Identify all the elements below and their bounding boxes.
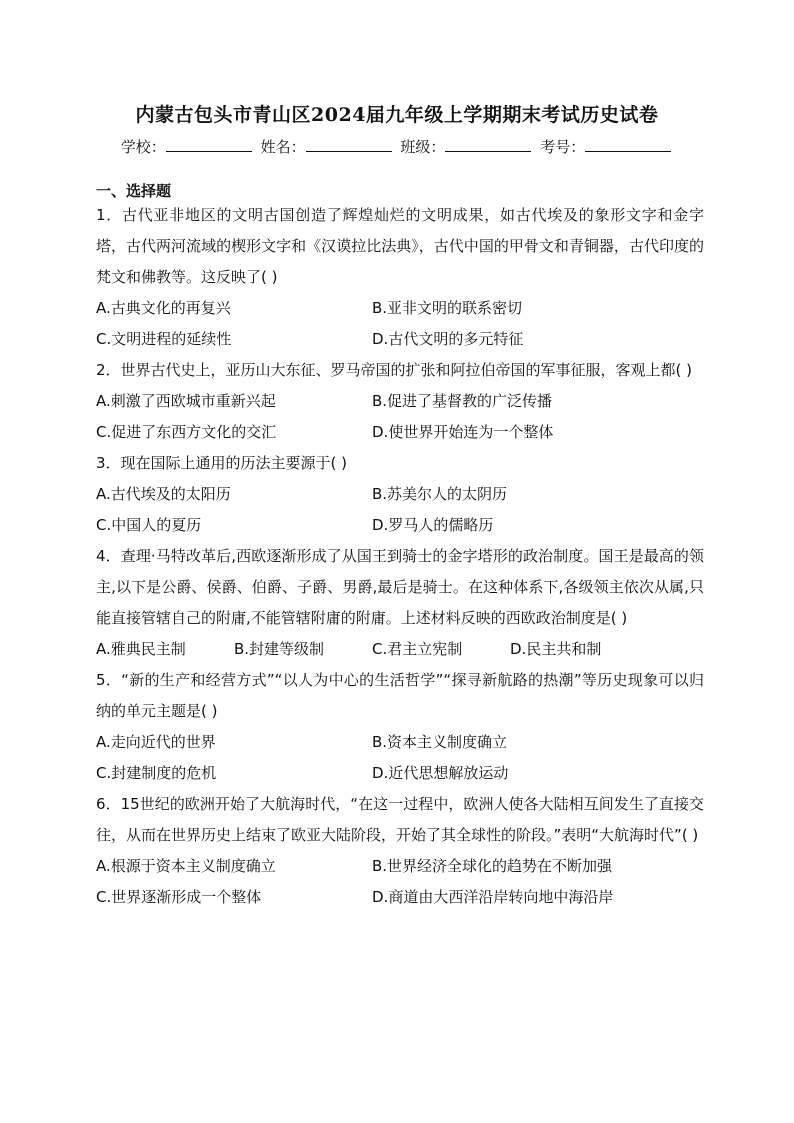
class-field xyxy=(400,136,533,157)
option-c: C.中国人的夏历 xyxy=(96,516,202,534)
class-label: 班级： xyxy=(400,138,446,156)
exam-number-blank xyxy=(585,137,671,152)
question-stem: 4．查理·马特改革后,西欧逐渐形成了从国王到骑士的金字塔形的政治制度。国王是最高的领主,以下是公爵、侯爵、伯爵、子爵、男爵,最后是骑士。在这种体系下,各级领主依次从属,只能直接管辖自己的附庸,不能管辖附庸的附庸。上述材料反映的西欧政治制度是( ) xyxy=(96,547,704,627)
name-label: 姓名： xyxy=(260,138,306,156)
school-field xyxy=(121,136,254,157)
option-d: D.古代文明的多元特征 xyxy=(372,330,524,348)
school-blank xyxy=(166,137,252,152)
question-stem: 1．古代亚非地区的文明古国创造了辉煌灿烂的文明成果，如古代埃及的象形文字和金字塔，古代两河流域的楔形文字和《汉谟拉比法典》，古代中国的甲骨文和青铜器，古代印度的梵文和佛教等。这反映了( ) xyxy=(96,206,704,286)
class-blank xyxy=(445,137,531,152)
name-blank xyxy=(306,137,392,152)
exam-number-field xyxy=(540,136,673,157)
question-options xyxy=(96,386,704,448)
option-c: C.世界逐渐形成一个整体 xyxy=(96,888,262,906)
question-list xyxy=(96,200,704,913)
question-4 xyxy=(96,541,704,665)
question-1 xyxy=(96,200,704,355)
question-options xyxy=(96,851,704,913)
question-6 xyxy=(96,789,704,913)
option-a: A.刺激了西欧城市重新兴起 xyxy=(96,392,276,410)
option-d: D.近代思想解放运动 xyxy=(372,764,509,782)
option-b: B.苏美尔人的太阴历 xyxy=(372,485,508,503)
option-a: A.走向近代的世界 xyxy=(96,733,216,751)
question-2 xyxy=(96,355,704,448)
option-b: B.封建等级制 xyxy=(234,640,325,658)
question-options xyxy=(96,727,704,789)
option-b: B.资本主义制度确立 xyxy=(372,733,508,751)
option-c: C.封建制度的危机 xyxy=(96,764,217,782)
option-c: C.君主立宪制 xyxy=(372,640,463,658)
option-d: D.民主共和制 xyxy=(510,640,602,658)
option-a: A.古典文化的再复兴 xyxy=(96,299,231,317)
question-options xyxy=(96,479,704,541)
option-a: A.雅典民主制 xyxy=(96,640,186,658)
option-b: B.促进了基督教的广泛传播 xyxy=(372,392,553,410)
student-info-row xyxy=(0,136,794,157)
option-b: B.亚非文明的联系密切 xyxy=(372,299,523,317)
option-a: A.根源于资本主义制度确立 xyxy=(96,857,276,875)
question-5 xyxy=(96,665,704,789)
exam-number-label: 考号： xyxy=(540,138,586,156)
option-b: B.世界经济全球化的趋势在不断加强 xyxy=(372,857,613,875)
section-title: 一、选择题 xyxy=(96,182,172,200)
question-options xyxy=(96,293,704,355)
exam-title: 内蒙古包头市青山区2024届九年级上学期期末考试历史试卷 xyxy=(135,104,659,126)
question-options xyxy=(96,634,704,665)
option-d: D.罗马人的儒略历 xyxy=(372,516,494,534)
question-stem: 2．世界古代史上，亚历山大东征、罗马帝国的扩张和阿拉伯帝国的军事征服，客观上都( ) xyxy=(96,361,693,379)
school-label: 学校： xyxy=(120,138,166,156)
question-stem: 3．现在国际上通用的历法主要源于( ) xyxy=(96,454,348,472)
option-c: C.文明进程的延续性 xyxy=(96,330,232,348)
question-3 xyxy=(96,448,704,541)
question-stem: 6．15世纪的欧洲开始了大航海时代，“在这一过程中，欧洲人使各大陆相互间发生了直接交往，从而在世界历史上结束了欧亚大陆阶段，开始了其全球性的阶段。”表明“大航海时代”( ) xyxy=(96,795,704,844)
option-d: D.使世界开始连为一个整体 xyxy=(372,423,554,441)
option-a: A.古代埃及的太阳历 xyxy=(96,485,231,503)
option-d: D.商道由大西洋沿岸转向地中海沿岸 xyxy=(372,888,614,906)
question-stem: 5．“新的生产和经营方式”“以人为中心的生活哲学”“探寻新航路的热潮”等历史现象可以归纳的单元主题是( ) xyxy=(96,671,704,720)
option-c: C.促进了东西方文化的交汇 xyxy=(96,423,277,441)
name-field xyxy=(261,136,394,157)
